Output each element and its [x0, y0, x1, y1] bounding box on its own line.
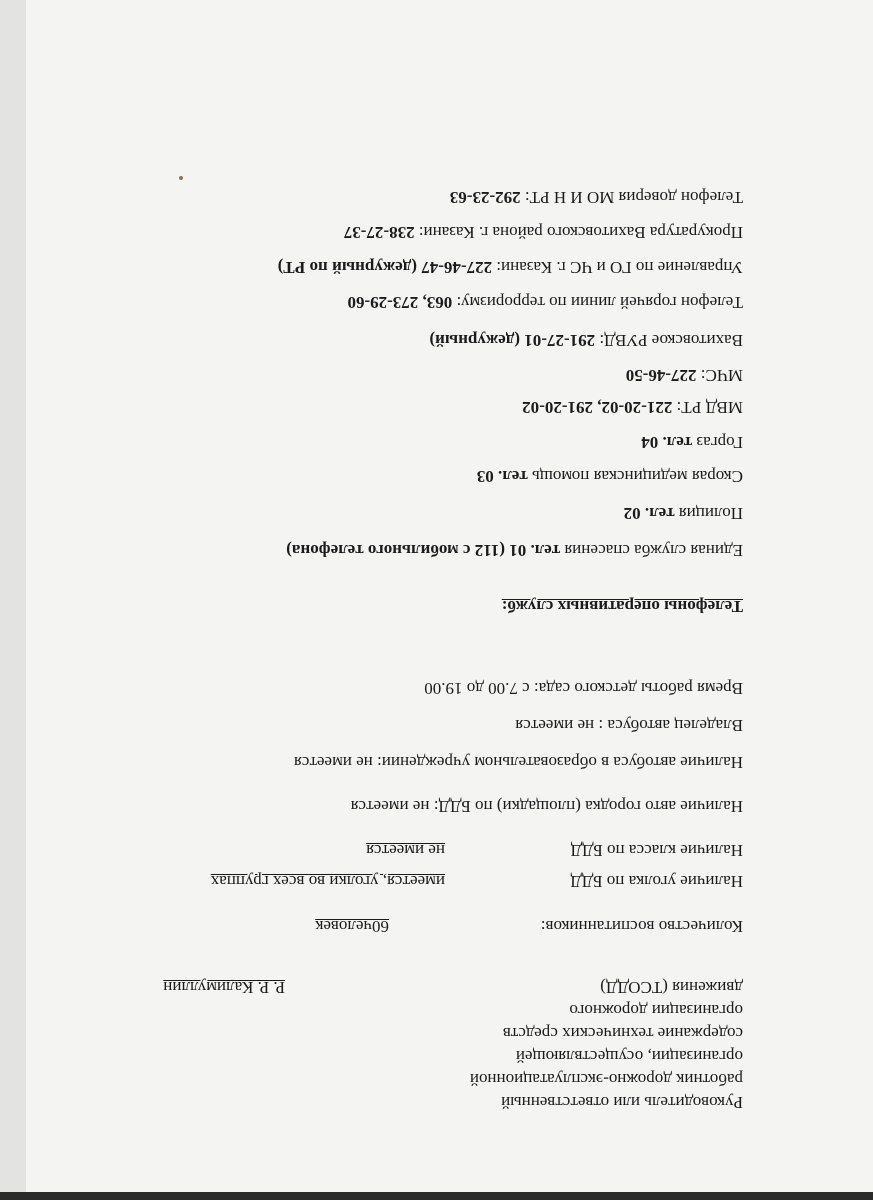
- service-label: Телефон доверия МО И Н РТ:: [520, 188, 743, 207]
- responsible-line-3: организации, осуществляющей: [515, 1047, 743, 1066]
- service-rescue: [286, 540, 743, 560]
- service-label: Прокуратура Вахитовского района г. Казани:: [414, 223, 743, 242]
- service-civil-defense: [278, 257, 743, 277]
- service-number: тел. 02: [623, 504, 675, 523]
- responsible-line-2: работник дорожно-эксплуатационной: [469, 1070, 743, 1089]
- service-number: 238-27-37: [343, 223, 415, 242]
- responsible-line-6: движения (ТСОДД): [600, 978, 743, 997]
- paper-edge-shadow: [0, 0, 26, 1200]
- classroom-label: Наличие класса по БДД: [570, 841, 743, 860]
- classroom-value: не имеется: [366, 841, 445, 860]
- service-mvd: [522, 397, 743, 417]
- service-police: [624, 503, 743, 523]
- bus-line: Наличие автобуса в образовательном учреждении: не имеется: [293, 753, 743, 772]
- service-number: тел. 04: [641, 433, 693, 452]
- service-number: тел. 01 (112 с мобильного телефона): [286, 541, 561, 560]
- responsible-line-5: организации дорожного: [569, 1001, 743, 1020]
- service-number: тел. 03: [476, 467, 528, 486]
- service-number: 227-46-50: [625, 366, 697, 385]
- service-number: 227-46-47 (дежурный по РТ): [277, 258, 493, 277]
- responsible-line-4: содержание технических средств: [502, 1024, 743, 1043]
- pupils-label: Количество воспитанников:: [540, 917, 743, 936]
- service-ruvd: [429, 330, 743, 350]
- bus-owner-line: Владелец автобуса : не имеется: [515, 716, 743, 735]
- hours-line: Время работы детского сада: с 7.00 до 19.00: [424, 679, 743, 698]
- service-number: 291-27-01 (дежурный): [429, 331, 596, 350]
- service-number: 221-20-02, 291-20-02: [522, 398, 673, 417]
- corner-value: имеется, уголки во всех группах: [210, 872, 445, 891]
- responsible-line-1: Руководитель или ответственный: [501, 1093, 743, 1112]
- service-trust-line: [450, 187, 743, 207]
- scan-speck: [179, 176, 183, 180]
- service-label: Скорая медицинская помощь: [527, 467, 743, 486]
- scanner-edge: [0, 1192, 873, 1200]
- services-heading: Телефоны оперативных служб:: [501, 597, 743, 616]
- service-label: Единая служба спасения: [560, 541, 743, 560]
- responsible-name: Р. Р. Калимуллин: [163, 978, 285, 997]
- pupils-value: 60человек: [315, 917, 389, 936]
- service-number: 063, 273-29-60: [347, 293, 453, 312]
- service-mchs: [626, 365, 743, 385]
- service-terror-hotline: [347, 292, 743, 312]
- service-number: 292-23-63: [449, 188, 521, 207]
- service-ambulance: [477, 466, 743, 486]
- service-prosecutor: [344, 222, 743, 242]
- corner-label: Наличие уголка по БДД: [570, 872, 743, 891]
- service-label: МВД РТ:: [672, 398, 743, 417]
- service-gas: [641, 432, 743, 452]
- service-label: МЧС:: [696, 366, 743, 385]
- service-label: Горгаз: [692, 433, 743, 452]
- autotown-line: Наличие авто городка (площадки) по БДД: не имеется: [350, 797, 743, 816]
- service-label: Вахитовское РУВД:: [595, 331, 743, 350]
- service-label: Полиция: [674, 504, 743, 523]
- service-label: Управление по ГО и ЧС г. Казани:: [492, 258, 743, 277]
- service-label: Телефон горячей линии по терроризму:: [452, 293, 743, 312]
